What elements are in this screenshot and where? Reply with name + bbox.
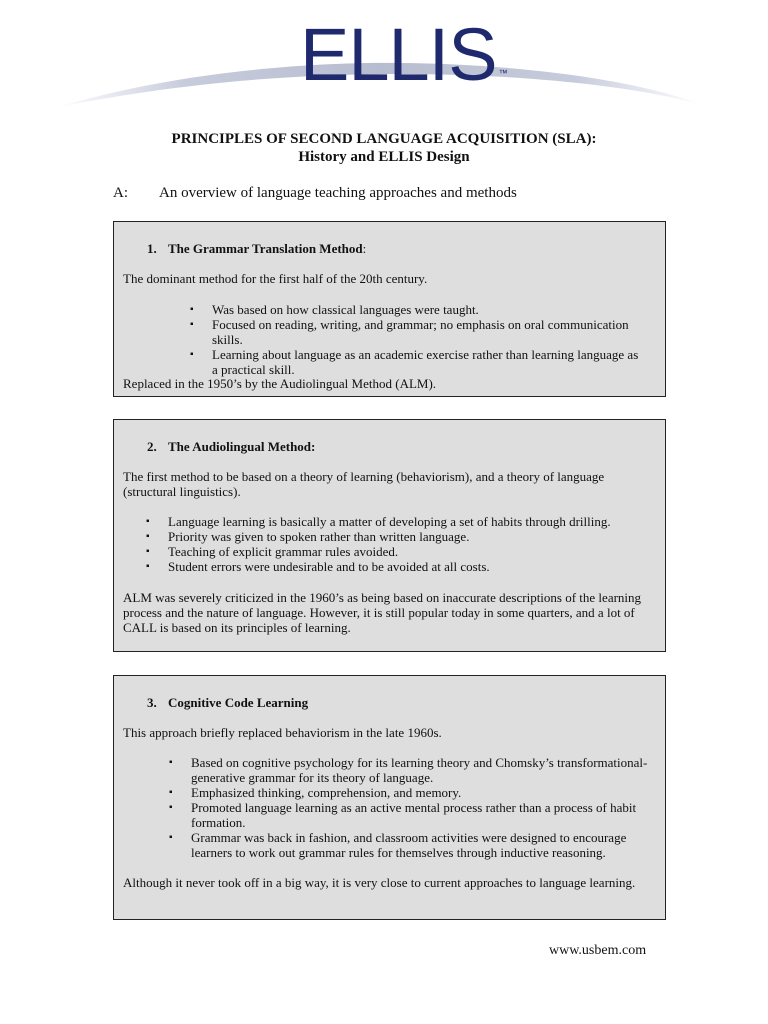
list-item-text: Grammar was back in fashion, and classroom activities were designed to encourage learners to work out grammar rules for themselves through inductive reasoning. bbox=[191, 830, 627, 860]
list-item bbox=[146, 529, 645, 544]
method-intro: The first method to be based on a theory of learning (behaviorism), and a theory of language (structural linguistics). bbox=[123, 469, 605, 499]
method-number: 1. bbox=[147, 241, 157, 256]
list-item-text: Emphasized thinking, comprehension, and memory. bbox=[191, 785, 462, 800]
list-item-text: Based on cognitive psychology for its learning theory and Chomsky’s transformational-generative grammar for its theory of language. bbox=[191, 755, 648, 785]
section-a-heading bbox=[113, 184, 517, 202]
method-heading bbox=[147, 695, 308, 710]
bullet-icon: ▪ bbox=[169, 787, 173, 798]
footer-url[interactable]: www.usbem.com bbox=[549, 943, 647, 958]
list-item-text: Language learning is basically a matter of developing a set of habits through drilling. bbox=[168, 514, 611, 529]
method-title: Cognitive Code Learning bbox=[168, 695, 309, 710]
bullet-icon: ▪ bbox=[169, 802, 173, 813]
list-item-text: Teaching of explicit grammar rules avoided. bbox=[168, 544, 399, 559]
bullet-icon: ▪ bbox=[146, 546, 150, 557]
method-title: The Grammar Translation Method bbox=[168, 241, 363, 256]
list-item-text: Priority was given to spoken rather than written language. bbox=[168, 529, 470, 544]
method-number: 2. bbox=[147, 439, 157, 454]
bullet-icon: ▪ bbox=[169, 757, 173, 768]
list-item bbox=[146, 544, 645, 559]
method-box-audiolingual bbox=[113, 419, 666, 652]
method-box-grammar-translation bbox=[113, 221, 666, 397]
list-item bbox=[169, 785, 655, 800]
bullet-icon: ▪ bbox=[146, 531, 150, 542]
logo-text: ELLIS bbox=[300, 13, 497, 96]
method-box-cognitive-code bbox=[113, 675, 666, 920]
method-outro: ALM was severely criticized in the 1960’s as being based on inaccurate descriptions of the learning process and the nature of language. However, it is still popular today in some quarters, and a lot of CALL is based on its principles of learning. bbox=[123, 590, 642, 635]
method-heading bbox=[147, 439, 315, 454]
method-number: 3. bbox=[147, 695, 157, 710]
list-item bbox=[169, 800, 655, 830]
method-heading bbox=[147, 241, 366, 256]
list-item bbox=[190, 317, 645, 347]
ellis-logo bbox=[300, 13, 508, 96]
list-item bbox=[146, 514, 645, 529]
list-item bbox=[146, 559, 645, 574]
method-intro: The dominant method for the first half of the 20th century. bbox=[123, 271, 428, 286]
list-item-text: Learning about language as an academic exercise rather than learning language as a practical skill. bbox=[212, 347, 639, 377]
page-header bbox=[0, 0, 768, 120]
document-subtitle: History and ELLIS Design bbox=[298, 149, 470, 165]
method-outro: Although it never took off in a big way, it is very close to current approaches to language learning. bbox=[123, 875, 636, 890]
list-item-text: Student errors were undesirable and to be avoided at all costs. bbox=[168, 559, 490, 574]
method-outro: Replaced in the 1950’s by the Audiolingual Method (ALM). bbox=[123, 376, 437, 391]
list-item bbox=[190, 302, 645, 317]
method-title: The Audiolingual Method: bbox=[168, 439, 316, 454]
list-item-text: Focused on reading, writing, and grammar; no emphasis on oral communication skills. bbox=[212, 317, 629, 347]
bullet-icon: ▪ bbox=[190, 304, 194, 315]
bullet-icon: ▪ bbox=[146, 516, 150, 527]
trademark-mark: ™ bbox=[498, 68, 508, 78]
list-item-text: Was based on how classical languages were taught. bbox=[212, 302, 479, 317]
list-item-text: Promoted language learning as an active mental process rather than a process of habit formation. bbox=[191, 800, 637, 830]
list-item bbox=[169, 830, 655, 860]
bullet-icon: ▪ bbox=[146, 561, 150, 572]
method-bullet-list bbox=[146, 514, 645, 574]
list-item bbox=[169, 755, 655, 785]
method-bullet-list bbox=[169, 755, 655, 860]
bullet-icon: ▪ bbox=[169, 832, 173, 843]
method-bullet-list bbox=[190, 302, 645, 377]
section-letter: A: bbox=[113, 185, 128, 201]
section-text: An overview of language teaching approaches and methods bbox=[159, 185, 517, 201]
bullet-icon: ▪ bbox=[190, 349, 194, 360]
list-item bbox=[190, 347, 645, 377]
method-title-suffix: : bbox=[362, 241, 367, 256]
method-intro: This approach briefly replaced behaviorism in the late 1960s. bbox=[123, 725, 442, 740]
bullet-icon: ▪ bbox=[190, 319, 194, 330]
document-title: PRINCIPLES OF SECOND LANGUAGE ACQUISITION (SLA): bbox=[171, 131, 597, 147]
